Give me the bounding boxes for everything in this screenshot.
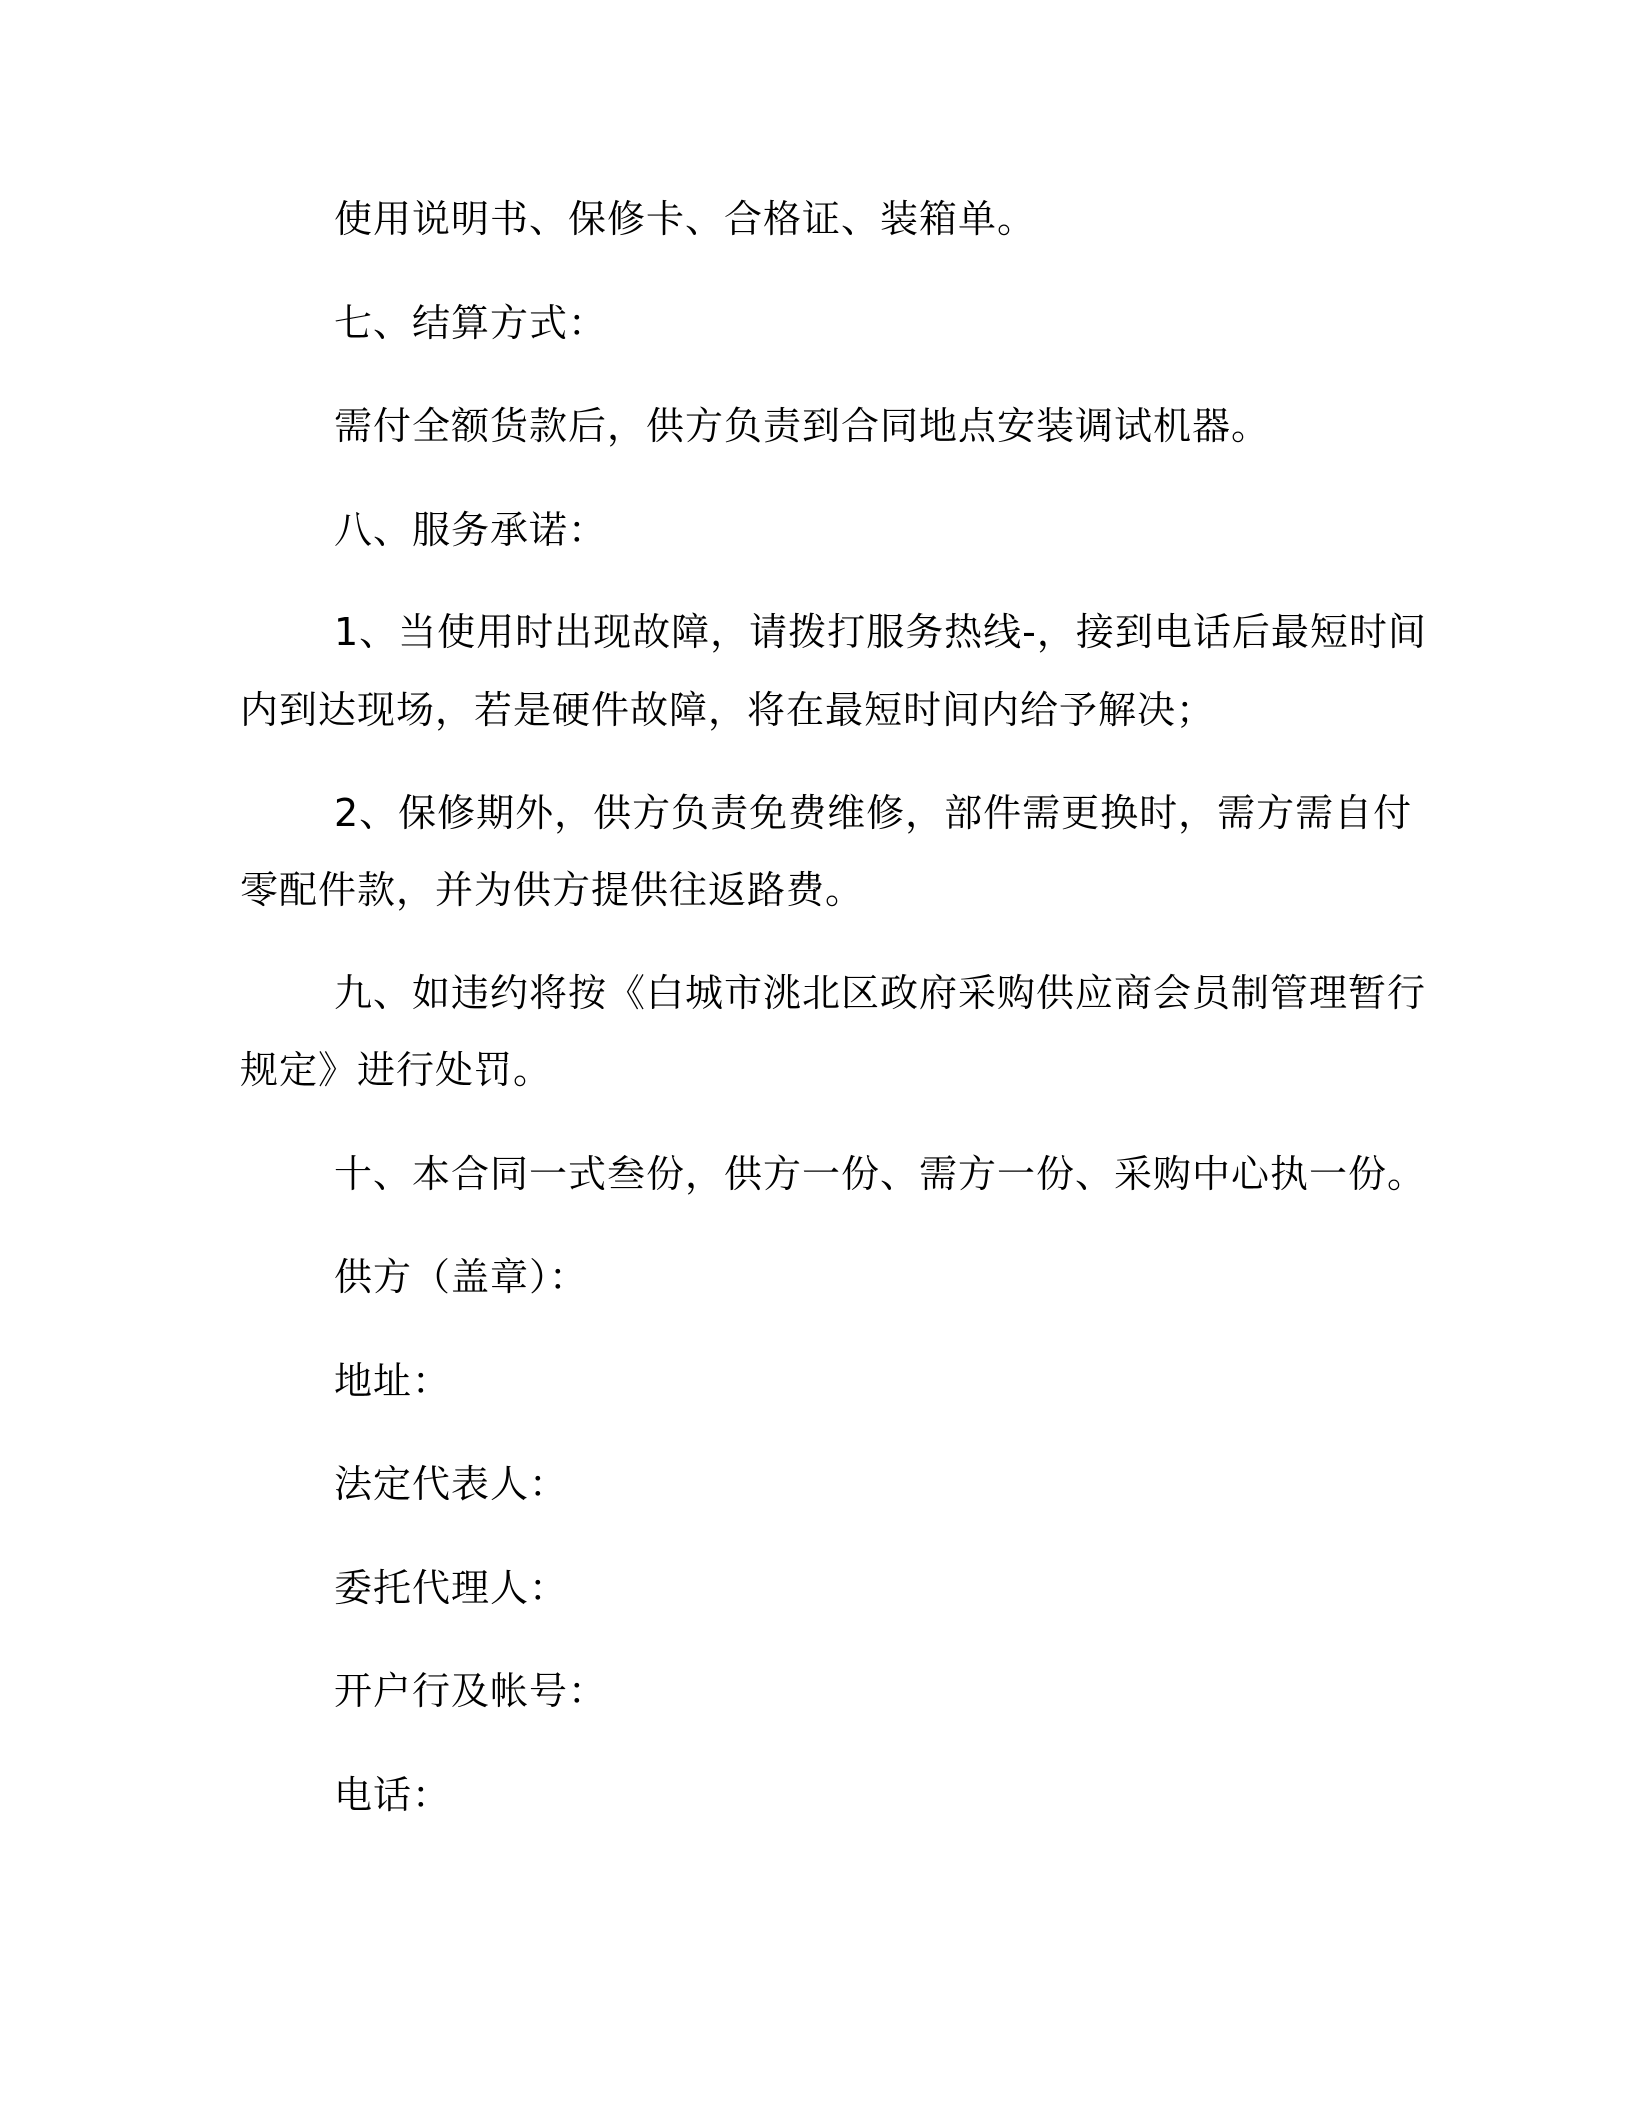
service-item-1-line-1: 1、当使用时出现故障，请拨打服务热线-，接到电话后最短时间 (334, 610, 1427, 654)
settlement-heading: 七、结算方式： (334, 301, 608, 345)
service-item-2-line-2: 零配件款，并为供方提供往返路费。 (240, 868, 865, 912)
bank-account-label: 开户行及帐号： (334, 1669, 608, 1713)
supplier-seal-label: 供方（盖章）： (334, 1255, 589, 1299)
service-heading: 八、服务承诺： (334, 508, 608, 552)
legal-representative-label: 法定代表人： (334, 1462, 569, 1506)
authorized-agent-label: 委托代理人： (334, 1566, 569, 1610)
service-item-1-line-2: 内到达现场，若是硬件故障，将在最短时间内给予解决； (240, 688, 1216, 732)
breach-clause-line-2: 规定》进行处罚。 (240, 1048, 553, 1092)
packing-documents-line: 使用说明书、保修卡、合格证、装箱单。 (334, 197, 1037, 241)
phone-label: 电话： (334, 1773, 452, 1817)
service-item-2-line-1: 2、保修期外，供方负责免费维修，部件需更换时，需方需自付 (334, 791, 1413, 835)
copies-clause: 十、本合同一式叁份，供方一份、需方一份、采购中心执一份。 (334, 1152, 1427, 1196)
breach-clause-line-1: 九、如违约将按《白城市洮北区政府采购供应商会员制管理暂行 (334, 971, 1427, 1015)
address-label: 地址： (334, 1359, 452, 1403)
settlement-text: 需付全额货款后，供方负责到合同地点安装调试机器。 (334, 404, 1271, 448)
